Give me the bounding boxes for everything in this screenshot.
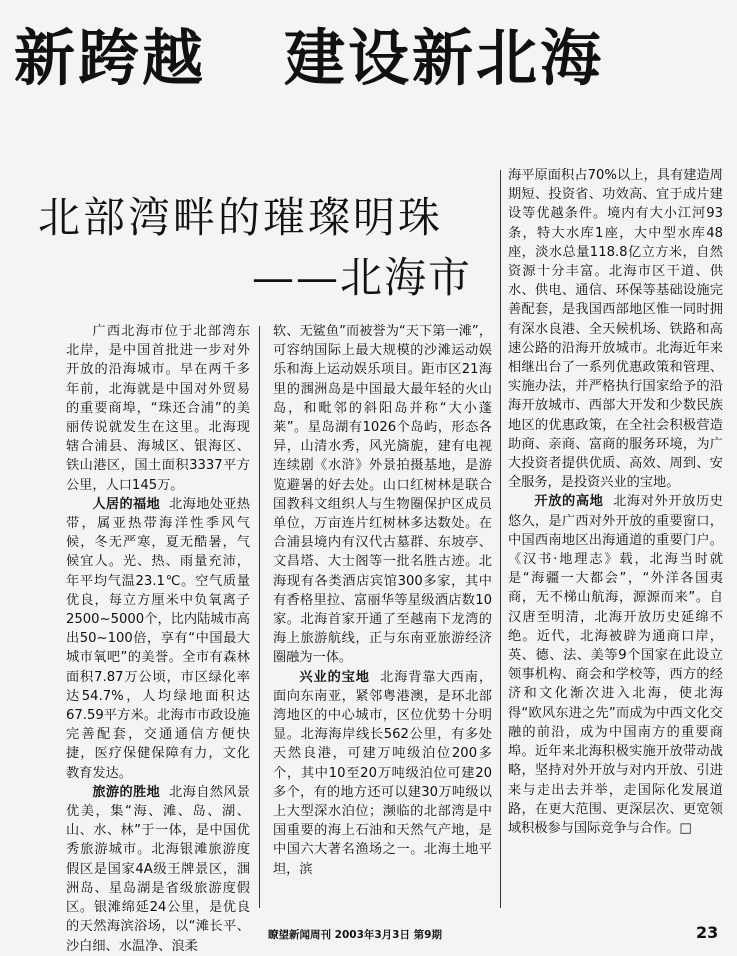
headline-right: 建设新北海 xyxy=(284,23,605,94)
article-column-1 xyxy=(66,322,250,954)
subtitle-line2: ——北海市 xyxy=(252,253,473,302)
section-text-living: 北海地处亚热带，属亚热带海洋性季风气候，冬无严寒，夏无酷暑，气候宜人。光、热、雨量充沛，年平均气温23.1℃。空气质量优良，每立方厘米中负氧离子2500~5000个，比内陆城市高出50~100倍，享有“中国最大城市氧吧”的美誉。全市有森林面积7.87万公顷，市区绿化率达54.7%，人均绿地面积达67.59平方米。北海市市政设施完善配套，交通通信方便快捷，医疗保健保障有力，文化教育发达。 xyxy=(66,496,250,781)
paragraph-living xyxy=(66,495,250,783)
paragraph-tourism-cont: 软、无鲨鱼”而被誉为“天下第一滩”，可容纳国际上最大规模的沙滩运动娱乐和海上运动娱乐项目。距市区21海里的涠洲岛是中国最大最年轻的火山岛，和毗邻的斜阳岛并称“大小蓬莱”。星岛湖有1026个岛屿，形态各异，山清水秀，风光旖旎，建有电视连续剧《水浒》外景拍摄基地，是游览避暑的好去处。山口红树林是联合国教科文组织人与生物圈保护区成员单位，万亩连片红树林多达数处。在合浦县境内有汉代古墓群、东坡亭、文昌塔、大士阁等一批名胜古迹。北海现有各类酒店宾馆300多家，其中有香格里拉、富丽华等星级酒店数10家。北海首家开通了至越南下龙湾的海上旅游航线，正与东南亚旅游经济圈融为一体。 xyxy=(273,324,492,666)
section-text-business: 北海背靠大西南，面向东南亚，紧邻粤港澳，是环北部湾地区的中心城市，区位优势十分明显。北海海岸线长562公里，有多处天然良港，可建万吨级泊位200多个，其中10至20万吨级泊位可建20多个，有的地方还可以建30万吨级以上大型深水泊位；濒临的北部湾是中国重要的海上石油和天然气产地，是中国六大著名渔场之一。北海土地平坦，滨 xyxy=(273,669,493,877)
article-column-2 xyxy=(273,322,492,912)
section-heading-living: 人居的福地 xyxy=(92,496,161,512)
column-divider-1 xyxy=(259,326,260,908)
section-heading-openness: 开放的高地 xyxy=(534,494,604,510)
footer-publication: 瞭望新闻周刊 2003年3月3日 第9期 xyxy=(268,929,442,941)
section-heading-business: 兴业的宝地 xyxy=(299,669,370,685)
headline-left: 新跨越 xyxy=(14,23,207,94)
paragraph-business xyxy=(273,668,492,879)
headline xyxy=(14,20,729,98)
paragraph-openness xyxy=(508,492,723,838)
section-text-openness: 北海对外开放历史悠久，是广西对外开放的重要窗口，中国西南地区出海通道的重要门户。《汉书·地理志》载，北海当时就是“海疆一大都会”，“外洋各国夷商，无不梯山航海，源源而来”。自汉唐至明清，北海开放历史延绵不绝。近代，北海被辟为通商口岸，英、德、法、美等9个国家在此设立领事机构、商会和学校等，西方的经济和文化渐次进入北海，使北海得“欧风东进之先”而成为中西文化交融的前沿，成为中国南方的重要商埠。近年来北海积极实施开放带动战略，坚持对外开放与对内开放、引进来与走出去并举，走国际化发展道路，在更大范围、更深层次、更宽领域积极参与国际竞争与合作。□ xyxy=(508,494,723,836)
section-text-tourism: 北海自然风景优美，集“海、滩、岛、湖、山、水、林”于一体，是中国优秀旅游城市。北海银滩旅游度假区是国家4A级王牌景区，涠洲岛、星岛湖是省级旅游度假区。银滩绵延24公里，是优良的天然海滨浴场，以“滩长平、沙白细、水温净、浪柔 xyxy=(66,784,250,954)
paragraph-intro: 广西北海市位于北部湾东北岸，是中国首批进一步对外开放的沿海城市。早在两千多年前，北海就是中国对外贸易的重要商埠，“珠还合浦”的美丽传说就发生在这里。北海现辖合浦县、海城区、银海区、铁山港区，国土面积3337平方公里，人口145万。 xyxy=(66,324,250,493)
paragraph-business-cont: 海平原面积占70%以上，具有建造周期短、投资省、功效高、宜于成片建设等优越条件。境内有大小江河93条，特大水库1座，大中型水库48座，淡水总量118.8亿立方米，自然资源十分丰富。北海市区干道、供水、供电、通信、环保等基础设施完善配套，是我国西部地区惟一同时拥有深水良港、全天候机场、铁路和高速公路的沿海开放城市。北海近年来相继出台了一系列优惠政策和管理、实施办法，并严格执行国家给予的沿海开放城市、西部大开发和少数民族地区的优惠政策，在全社会积极营造助商、亲商、富商的服务环境，为广大投资者提供优质、高效、周到、安全服务，是投资兴业的宝地。 xyxy=(508,168,723,491)
paragraph-tourism xyxy=(66,783,250,956)
column-divider-2 xyxy=(500,170,501,908)
section-heading-tourism: 旅游的胜地 xyxy=(92,784,161,800)
page-number: 23 xyxy=(696,923,719,942)
article-column-3 xyxy=(508,166,723,912)
subtitle-line1: 北部湾畔的璀璨明珠 xyxy=(38,193,444,242)
